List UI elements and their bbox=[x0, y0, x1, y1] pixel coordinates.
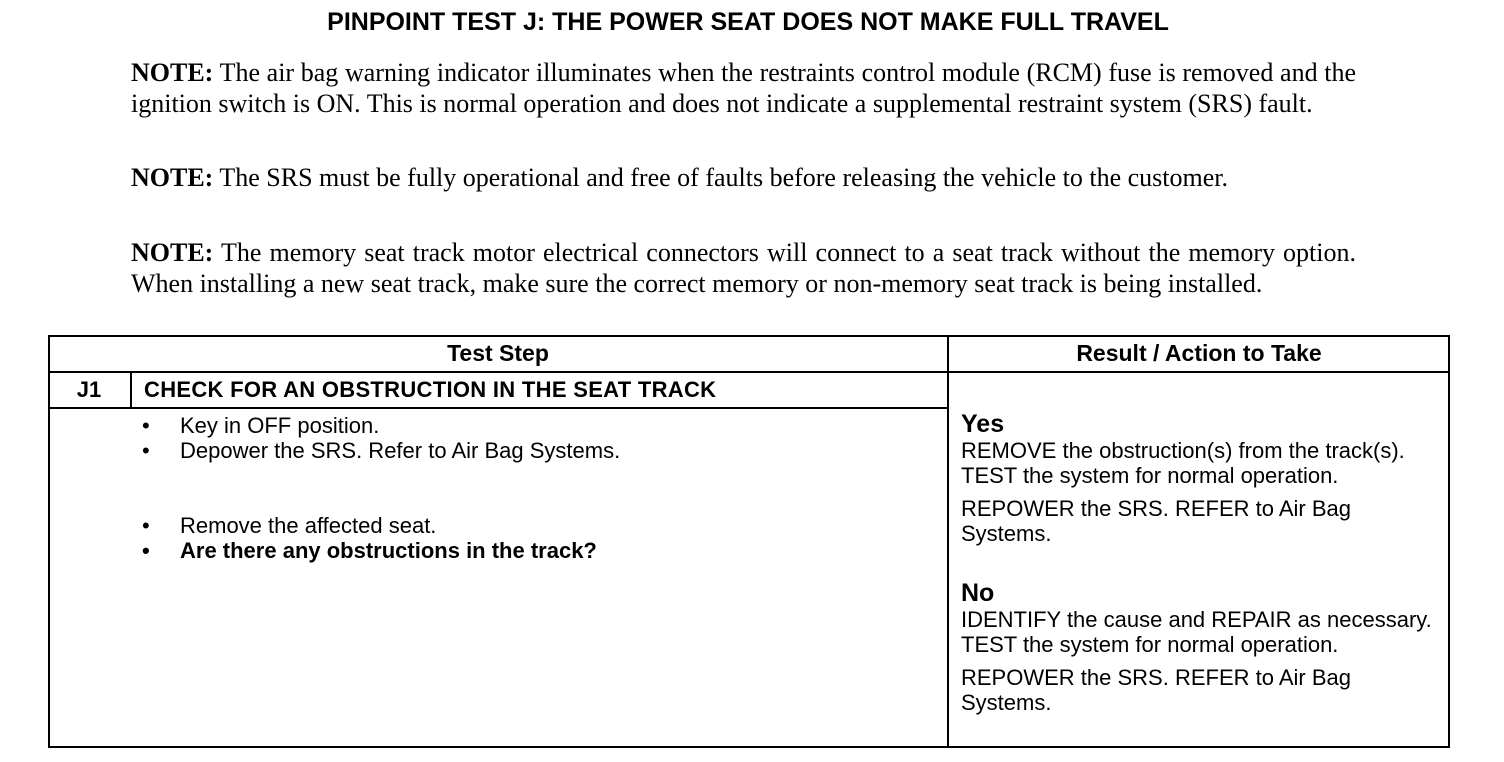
pinpoint-test-table bbox=[48, 335, 1450, 748]
note-memory-seat-track bbox=[131, 238, 1356, 299]
step-title: CHECK FOR AN OBSTRUCTION IN THE SEAT TRACK bbox=[144, 377, 717, 402]
note-rcm-fuse bbox=[131, 58, 1356, 119]
step-instructions-1 bbox=[142, 413, 922, 463]
header-test-step: Test Step bbox=[447, 340, 549, 366]
result-yes-action: REMOVE the obstruction(s) from the track(s). TEST the system for normal operation. bbox=[961, 438, 1405, 488]
result-no-action: IDENTIFY the cause and REPAIR as necessary. TEST the system for normal operation. bbox=[961, 607, 1432, 657]
note-text: The memory seat track motor electrical connectors will connect to a seat track without the memory option. When installing a new seat track, make sure the correct memory or non-memory seat track is being installed. bbox=[131, 238, 1357, 298]
list-item: • Key in OFF position. bbox=[142, 413, 922, 438]
list-item: • Depower the SRS. Refer to Air Bag Systems. bbox=[142, 438, 922, 463]
step-title-divider bbox=[48, 407, 948, 409]
result-no bbox=[961, 580, 1441, 715]
note-srs-operational bbox=[131, 163, 1356, 194]
note-text: The air bag warning indicator illuminates when the restraints control module (RCM) fuse is removed and the ignition switch is ON. This is normal operation and does not indicate a supplemental restraint system (SRS) fault. bbox=[131, 58, 1357, 118]
table-border-right bbox=[1448, 335, 1450, 748]
table-border-bottom bbox=[48, 746, 1450, 748]
step-id-divider bbox=[130, 372, 132, 408]
step-id: J1 bbox=[76, 377, 102, 402]
result-no-label: No bbox=[961, 579, 995, 607]
step-instructions-2 bbox=[142, 513, 922, 563]
step-question: • Are there any obstructions in the track? bbox=[142, 538, 922, 563]
result-no-followup: REPOWER the SRS. REFER to Air Bag Systems. bbox=[961, 665, 1352, 715]
page-title: PINPOINT TEST J: THE POWER SEAT DOES NOT MAKE FULL TRAVEL bbox=[327, 8, 1169, 36]
list-item: • Remove the affected seat. bbox=[142, 513, 922, 538]
note-label: NOTE: bbox=[131, 58, 214, 87]
note-text: The SRS must be fully operational and free of faults before releasing the vehicle to the customer. bbox=[219, 163, 1229, 192]
note-label: NOTE: bbox=[131, 163, 214, 192]
result-yes-followup: REPOWER the SRS. REFER to Air Bag Systems. bbox=[961, 496, 1352, 546]
result-yes-label: Yes bbox=[961, 410, 1005, 438]
column-divider bbox=[947, 335, 949, 748]
note-label: NOTE: bbox=[131, 238, 214, 267]
header-result-action: Result / Action to Take bbox=[1076, 340, 1322, 366]
result-yes bbox=[961, 411, 1441, 546]
